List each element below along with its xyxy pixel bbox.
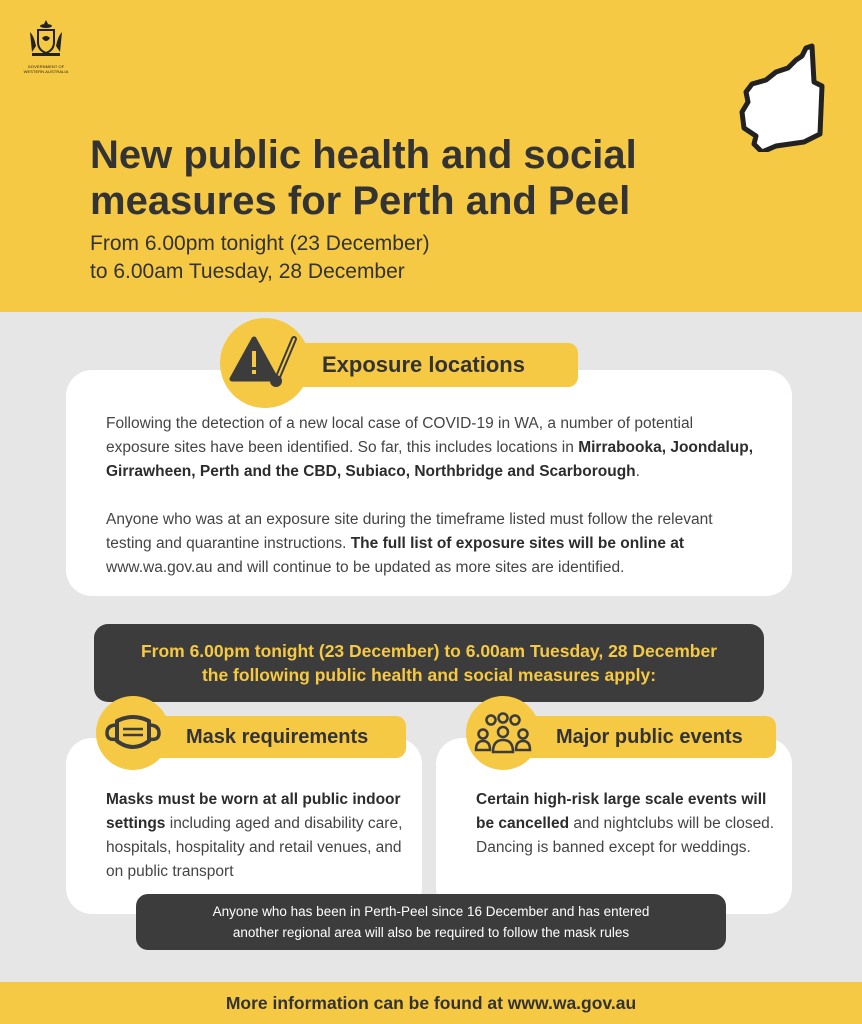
exposure-p1-text: Following the detection of a new local case of COVID-19 in WA, a number of potential exposure sites have been identified. So far, this includes locations in — [106, 415, 694, 456]
warning-thermometer-icon — [226, 333, 304, 393]
events-cancelled-rule: Certain high-risk large scale events will be cancelled — [476, 791, 767, 832]
header-banner — [0, 0, 862, 312]
measures-banner-line-1: From 6.00pm tonight (23 December) to 6.00am Tuesday, 28 December — [140, 641, 718, 661]
exposure-sites-online-notice: The full list of exposure sites will be online at — [350, 535, 685, 552]
mask-requirements-heading — [140, 716, 406, 758]
exposure-locations-title: Exposure locations — [322, 352, 525, 377]
mask-requirements-text — [106, 788, 406, 884]
exposure-p2-text: Anyone who was at an exposure site during the timeframe listed must follow the relevant testing and quarantine instructions. — [106, 511, 713, 552]
footer-banner — [0, 982, 862, 1024]
subtitle-line-1: From 6.00pm tonight (23 December) — [90, 232, 430, 255]
page-subtitle — [90, 230, 730, 286]
face-mask-icon — [103, 711, 163, 755]
mask-notice-line-1: Anyone who has been in Perth-Peel since 16 December and has entered — [212, 904, 650, 919]
exposure-paragraph-2 — [106, 508, 756, 580]
mask-notice-line-2: another regional area will also be required to follow the mask rules — [232, 925, 630, 940]
major-events-heading — [510, 716, 776, 758]
exposure-p2-end: www.wa.gov.au and will continue to be updated as more sites are identified. — [106, 559, 625, 576]
exposure-icon-badge — [220, 318, 310, 408]
coat-of-arms-icon — [26, 18, 66, 58]
subtitle-line-2: to 6.00am Tuesday, 28 December — [90, 260, 405, 283]
major-events-text — [476, 788, 776, 860]
major-events-title: Major public events — [556, 725, 743, 748]
crowd-icon — [474, 710, 532, 756]
measures-banner-line-2: the following public health and social measures apply: — [201, 665, 657, 685]
page-title: New public health and social measures for Perth and Peel — [90, 133, 637, 223]
mask-icon-badge — [96, 696, 170, 770]
exposure-locations-heading — [270, 343, 578, 387]
measures-date-banner — [94, 624, 764, 702]
mask-requirement-details: including aged and disability care, hospitals, hospitality and retail venues, and on public transport — [106, 815, 403, 880]
events-icon-badge — [466, 696, 540, 770]
footer-more-info-text: More information can be found at www.wa.gov.au — [225, 992, 637, 1013]
org-name: GOVERNMENT OF WESTERN AUSTRALIA — [23, 64, 69, 74]
exposure-paragraph-1 — [106, 412, 756, 484]
exposure-p1-end: . — [635, 463, 640, 480]
mask-requirements-title: Mask requirements — [186, 725, 369, 748]
mask-requirement-rule: Masks must be worn at all public indoor settings — [106, 791, 401, 832]
regional-mask-notice — [136, 894, 726, 950]
western-australia-map-icon — [736, 42, 828, 152]
events-details: and nightclubs will be closed. Dancing is banned except for weddings. — [476, 815, 775, 856]
exposure-locations-list: Mirrabooka, Joondalup, Girrawheen, Perth and the CBD, Subiaco, Northbridge and Scarborough — [106, 439, 754, 480]
wa-government-logo — [18, 18, 74, 74]
